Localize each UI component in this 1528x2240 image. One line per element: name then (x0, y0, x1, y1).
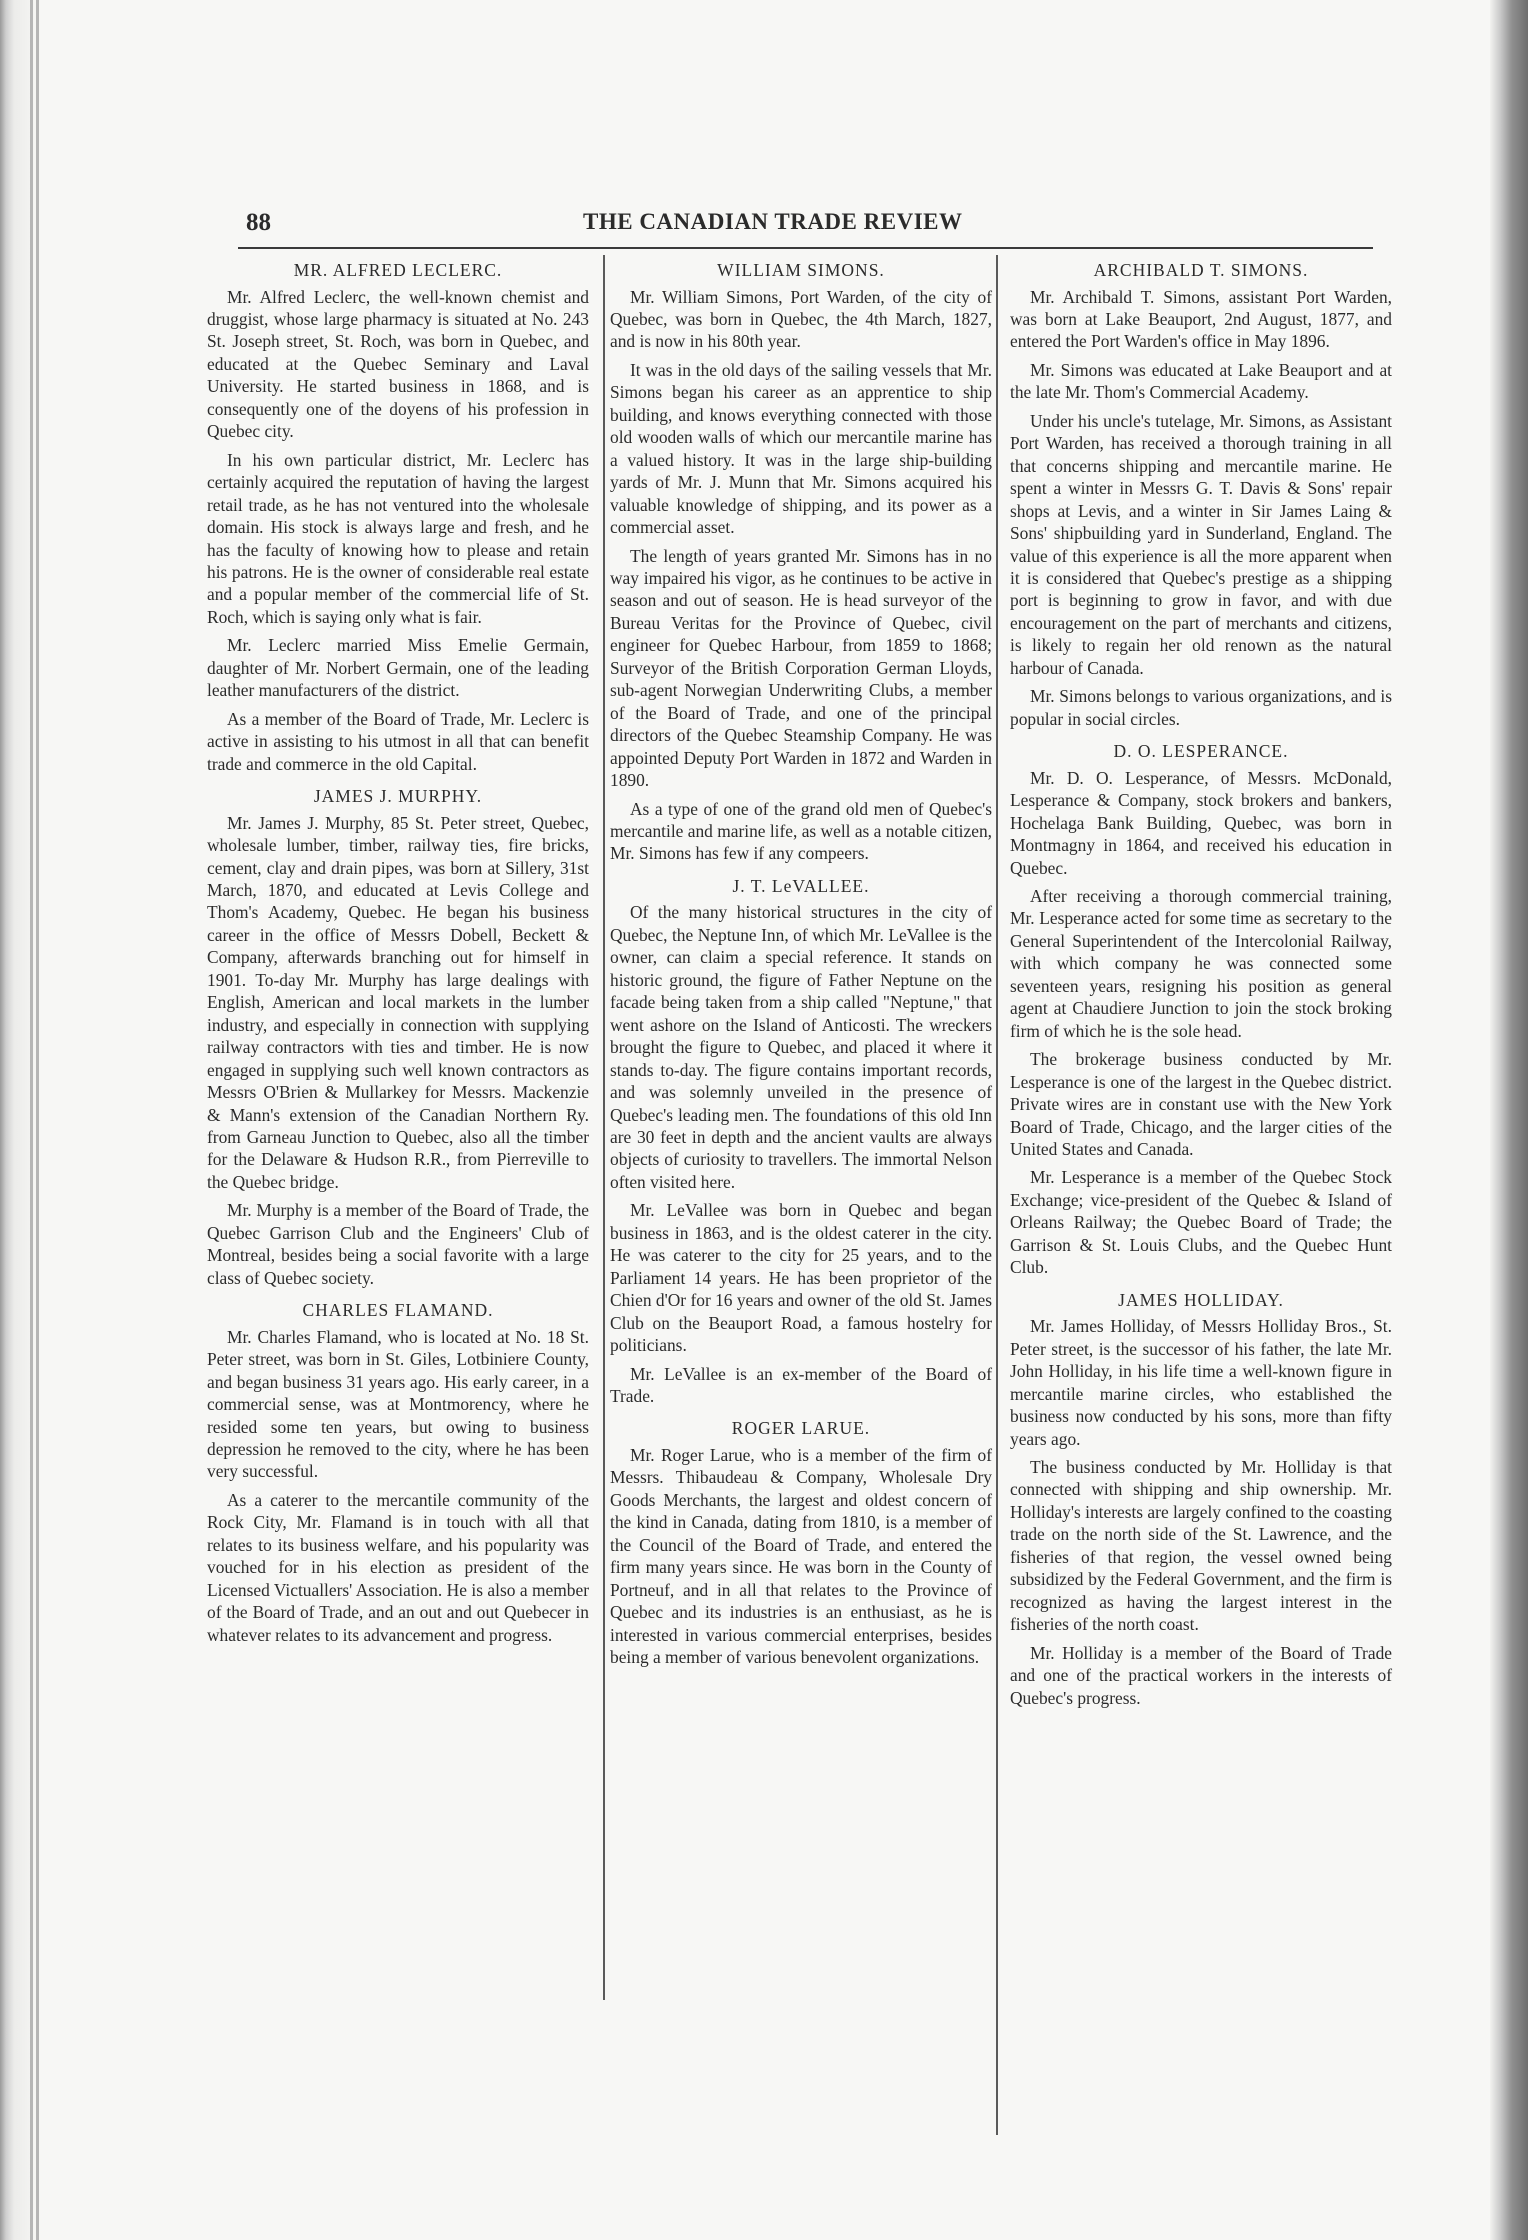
article-paragraph: Mr. Charles Flamand, who is located at No. 18 St. Peter street, was born in St. Giles, Lotbiniere County, and began business 31 years ago. His early career, in a commercial sense, was at Montmorency, where he resided some ten years, but owing to business depression he removed to the city, where he has been very successful. (207, 1326, 589, 1482)
column-3 (1010, 255, 1392, 2155)
article-paragraph: Mr. Simons was educated at Lake Beauport and at the late Mr. Thom's Commercial Academy. (1010, 359, 1392, 403)
column-divider (603, 255, 605, 2000)
header-rule (238, 247, 1373, 249)
article-heading: JAMES HOLLIDAY. (1118, 1289, 1284, 1310)
page-edge-shadow (1490, 0, 1528, 2240)
page-header (238, 205, 1373, 245)
running-title: THE CANADIAN TRADE REVIEW (583, 209, 963, 234)
column-2 (610, 255, 992, 2155)
article-heading: CHARLES FLAMAND. (302, 1300, 494, 1321)
article-paragraph: Mr. Lesperance is a member of the Quebec Stock Exchange; vice-president of the Quebec & Island of Orleans Railway; the Quebec Board of Trade; the Garrison & St. Louis Clubs, and the Quebec Hunt Club. (1010, 1167, 1392, 1278)
article-paragraph: As a member of the Board of Trade, Mr. Leclerc is active in assisting to his utmost in all that can benefit trade and commerce in the old Capital. (207, 708, 589, 774)
binding-line (30, 0, 33, 2240)
article-paragraph: The brokerage business conducted by Mr. Lesperance is one of the largest in the Quebec district. Private wires are in constant use with the New York Board of Trade, Chicago, and the larger cities of the United States and Canada. (1010, 1049, 1392, 1159)
article-paragraph: Mr. Archibald T. Simons, assistant Port Warden, was born at Lake Beauport, 2nd August, 1877, and entered the Port Warden's office in May 1896. (1010, 286, 1392, 352)
article-paragraph: Mr. LeVallee is an ex-member of the Board of Trade. (610, 1363, 992, 1406)
article-paragraph: The business conducted by Mr. Holliday is that connected with shipping and ship ownership. Mr. Holliday's interests are largely confined to the coasting trade on the north side of the St. Lawrence, and the fisheries of that region, the vessel owned being subsidized by the Federal Government, and the firm is recognized as having the largest interest in the fisheries of the north coast. (1010, 1456, 1392, 1635)
article-paragraph: Of the many historical structures in the city of Quebec, the Neptune Inn, of which Mr. LeVallee is the owner, can claim a special reference. It stands on historic ground, the figure of Father Neptune on the facade being taken from a ship called "Neptune," that went ashore on the Island of Anticosti. The wreckers brought the figure to Quebec, and placed it where it stands to-day. The figure contains important records, and was solemnly unveiled in the presence of Quebec's leading men. The foundations of this old Inn are 30 feet in depth and the ancient vaults are always objects of curiosity to travellers. The immortal Nelson often visited here. (610, 902, 992, 1192)
article-paragraph: The length of years granted Mr. Simons has in no way impaired his vigor, as he continues to be active in season and out of season. He is head surveyor of the Bureau Veritas for the Province of Quebec, civil engineer for Quebec Harbour, from 1859 to 1868; Surveyor of the British Corporation German Lloyds, sub-agent Norwegian Underwriting Clubs, a member of the Board of Trade, and one of the principal directors of the Quebec Steamship Company. He was appointed Deputy Port Warden in 1872 and Warden in 1890. (610, 545, 992, 791)
article-paragraph: As a type of one of the grand old men of Quebec's mercantile and marine life, as well as a notable citizen, Mr. Simons has few if any compeers. (610, 798, 992, 864)
article-paragraph: Mr. Holliday is a member of the Board of Trade and one of the practical workers in the interests of Quebec's progress. (1010, 1642, 1392, 1708)
article-heading: MR. ALFRED LECLERC. (293, 260, 503, 280)
article-paragraph: It was in the old days of the sailing vessels that Mr. Simons began his career as an apprentice to ship building, and knows everything connected with those old wooden walls of which our mercantile marine has a valued history. It was in the large ship-building yards of Mr. J. Munn that Mr. Simons acquired his valuable knowledge of shipping, and its power as a commercial asset. (610, 359, 992, 538)
article-paragraph: Mr. Simons belongs to various organizations, and is popular in social circles. (1010, 686, 1392, 729)
article-paragraph: Mr. Roger Larue, who is a member of the firm of Messrs. Thibaudeau & Company, Wholesale Dry Goods Merchants, the largest and oldest concern of the kind in Canada, dating from 1810, is a member of the Council of the Board of Trade, and entered the firm many years since. He was born in the County of Portneuf, and in all that relates to the Province of Quebec and its industries is an enthusiast, as he is interested in various commercial enterprises, besides being a member of various benevolent organizations. (610, 1444, 992, 1668)
article-paragraph: Mr. LeVallee was born in Quebec and began business in 1863, and is the oldest caterer in the city. He was caterer to the city for 25 years, and to the Parliament 14 years. He has been proprietor of the Chien d'Or for 16 years and owner of the old St. James Club on the Beauport Road, a famous hostelry for politicians. (610, 1200, 992, 1356)
binding-line (36, 0, 39, 2240)
article-paragraph: Mr. Murphy is a member of the Board of Trade, the Quebec Garrison Club and the Engineers' Club of Montreal, besides being a social favorite with a large class of Quebec society. (207, 1200, 589, 1288)
article-heading: D. O. LESPERANCE. (1113, 741, 1289, 762)
column-divider (996, 255, 998, 2135)
article-paragraph: Mr. Alfred Leclerc, the well-known chemist and druggist, whose large pharmacy is situated at No. 243 St. Joseph street, St. Roch, was born in Quebec, and educated at the Quebec Seminary and Laval University. He started business in 1868, and is consequently one of the doyens of his profession in Quebec city. (207, 286, 589, 442)
article-paragraph: Mr. William Simons, Port Warden, of the city of Quebec, was born in Quebec, the 4th March, 1827, and is now in his 80th year. (610, 286, 992, 352)
article-heading: ARCHIBALD T. SIMONS. (1093, 260, 1309, 280)
article-heading: WILLIAM SIMONS. (717, 260, 885, 280)
article-heading: JAMES J. MURPHY. (313, 786, 483, 807)
article-paragraph: Mr. James Holliday, of Messrs Holliday Bros., St. Peter street, is the successor of his father, the late Mr. John Holliday, in his life time a well-known figure in mercantile marine circles, who established the business now conducted by his sons, more than fifty years ago. (1010, 1316, 1392, 1449)
article-paragraph: Mr. Leclerc married Miss Emelie Germain, daughter of Mr. Norbert Germain, one of the leading leather manufacturers of the district. (207, 635, 589, 701)
article-paragraph: As a caterer to the mercantile community of the Rock City, Mr. Flamand is in touch with all that relates to its business welfare, and his popularity was vouched for in his election as president of the Licensed Victuallers' Association. He is also a member of the Board of Trade, and an out and out Quebecer in whatever relates to its advancement and progress. (207, 1489, 589, 1645)
article-paragraph: After receiving a thorough commercial training, Mr. Lesperance acted for some time as secretary to the General Superintendent of the Intercolonial Railway, with which company he was connected some seventeen years, resigning his position as general agent at Chaudiere Junction to join the stock broking firm of which he is the sole head. (1010, 886, 1392, 1041)
page-number: 88 (246, 209, 271, 236)
article-heading: ROGER LARUE. (731, 1418, 871, 1439)
article-heading: J. T. LeVALLEE. (732, 875, 870, 896)
article-paragraph: Mr. James J. Murphy, 85 St. Peter street, Quebec, wholesale lumber, timber, railway ties, fire bricks, cement, clay and drain pipes, was born at Sillery, 31st March, 1870, and educated at Levis College and Thom's Academy, Quebec. He began his business career in the office of Messrs Dobell, Beckett & Company, afterwards branching out for himself in 1901. To-day Mr. Murphy has large dealings with English, American and local markets in the lumber industry, and especially in connection with supplying railway contractors with ties and timber. He is now engaged in supplying such well known contractors as Messrs O'Brien & Mullarkey for Messrs. Mackenzie & Mann's extension of the Canadian Northern Ry. from Garneau Junction to Quebec, also all the timber for the Delaware & Hudson R.R., from Pierreville to the Quebec bridge. (207, 812, 589, 1192)
column-1 (207, 255, 589, 2155)
article-paragraph: Under his uncle's tutelage, Mr. Simons, as Assistant Port Warden, has received a thorough training in all that concerns shipping and mercantile marine. He spent a winter in Messrs G. T. Davis & Sons' repair shops at Levis, and a winter in Sir James Laing & Sons' shipbuilding yard in Sunderland, England. The value of this experience is all the more apparent when it is considered that Quebec's prestige as a shipping port is beginning to grow in favor, and with due encouragement on the part of merchants and citizens, is likely to regain her old renown as the natural harbour of Canada. (1010, 410, 1392, 678)
binding-edge (0, 0, 40, 2240)
article-paragraph: Mr. D. O. Lesperance, of Messrs. McDonald, Lesperance & Company, stock brokers and bankers, Hochelaga Bank Building, Quebec, was born in Montmagny in 1864, and received his education in Quebec. (1010, 767, 1392, 878)
article-paragraph: In his own particular district, Mr. Leclerc has certainly acquired the reputation of having the largest retail trade, as he has not ventured into the wholesale domain. His stock is always large and fresh, and he has the faculty of knowing how to please and retain his patrons. He is the owner of considerable real estate and a popular member of the commercial life of St. Roch, which is saying only what is fair. (207, 449, 589, 627)
